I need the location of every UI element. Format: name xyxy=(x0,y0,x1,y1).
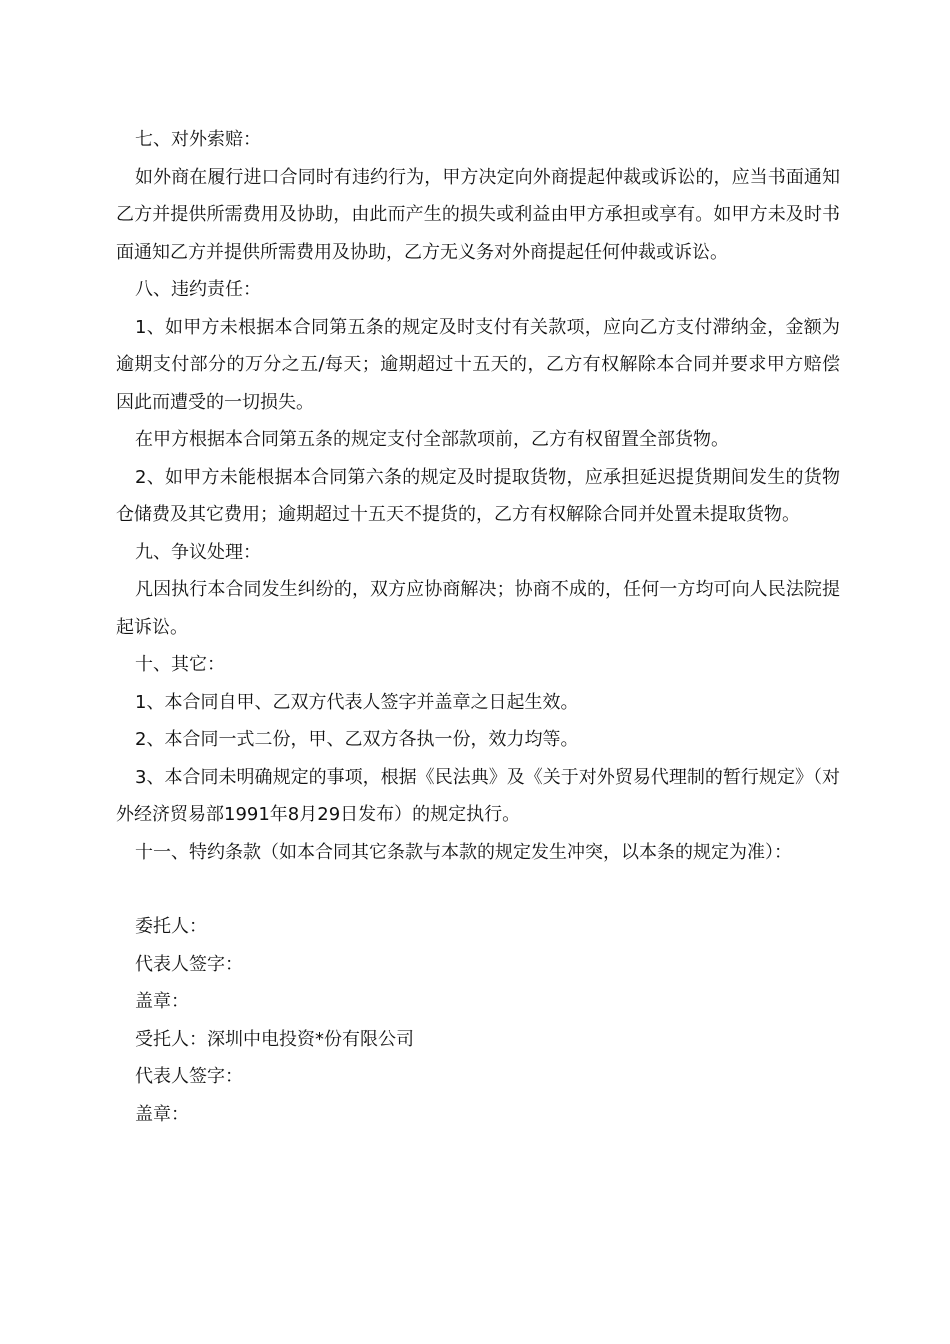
blank-line xyxy=(116,871,840,908)
section-8-item-2: 2、如甲方未能根据本合同第六条的规定及时提取货物，应承担延迟提货期间发生的货物仓储费及其它费用；逾期超过十五天不提货的，乙方有权解除合同并处置未提取货物。 xyxy=(116,466,840,525)
agent-representative-signature: 代表人签字： xyxy=(135,1066,243,1087)
section-10-item-3: 3、本合同未明确规定的事项，根据《民法典》及《关于对外贸易代理制的暂行规定》（对外经济贸易部1991年8月29日发布）的规定执行。 xyxy=(116,766,840,825)
section-7-paragraph: 如外商在履行进口合同时有违约行为，甲方决定向外商提起仲裁或诉讼的，应当书面通知乙方并提供所需费用及协助，由此而产生的损失或利益由甲方承担或享有。如甲方未及时书面通知乙方并提供所需费用及协助，乙方无义务对外商提起任何仲裁或诉讼。 xyxy=(116,166,840,263)
section-8-item-1-note: 在甲方根据本合同第五条的规定支付全部款项前，乙方有权留置全部货物。 xyxy=(135,429,729,450)
section-10-heading: 十、其它： xyxy=(135,654,225,675)
section-9-paragraph: 凡因执行本合同发生纠纷的，双方应协商解决；协商不成的，任何一方均可向人民法院提起诉讼。 xyxy=(116,579,840,638)
section-8-item-1: 1、如甲方未根据本合同第五条的规定及时支付有关款项，应向乙方支付滞纳金，金额为逾期支付部分的万分之五/每天；逾期超过十五天的，乙方有权解除本合同并要求甲方赔偿因此而遭受的一切损失。 xyxy=(116,316,840,413)
section-10-item-1: 1、本合同自甲、乙双方代表人签字并盖章之日起生效。 xyxy=(135,691,579,713)
section-7-heading: 七、对外索赔： xyxy=(135,129,261,150)
section-8-heading: 八、违约责任： xyxy=(135,279,261,300)
principal-label: 委托人： xyxy=(135,916,207,937)
section-10-item-2: 2、本合同一式二份，甲、乙双方各执一份，效力均等。 xyxy=(135,729,579,750)
section-9-heading: 九、争议处理： xyxy=(135,541,261,563)
agent-seal: 盖章： xyxy=(135,1103,189,1125)
principal-representative-signature: 代表人签字： xyxy=(135,953,243,975)
agent-label: 受托人：深圳中电投资*份有限公司 xyxy=(135,1028,414,1050)
contract-page xyxy=(116,121,840,1133)
section-11-heading: 十一、特约条款（如本合同其它条款与本款的规定发生冲突，以本条的规定为准）： xyxy=(135,841,792,863)
principal-seal: 盖章： xyxy=(135,991,189,1012)
